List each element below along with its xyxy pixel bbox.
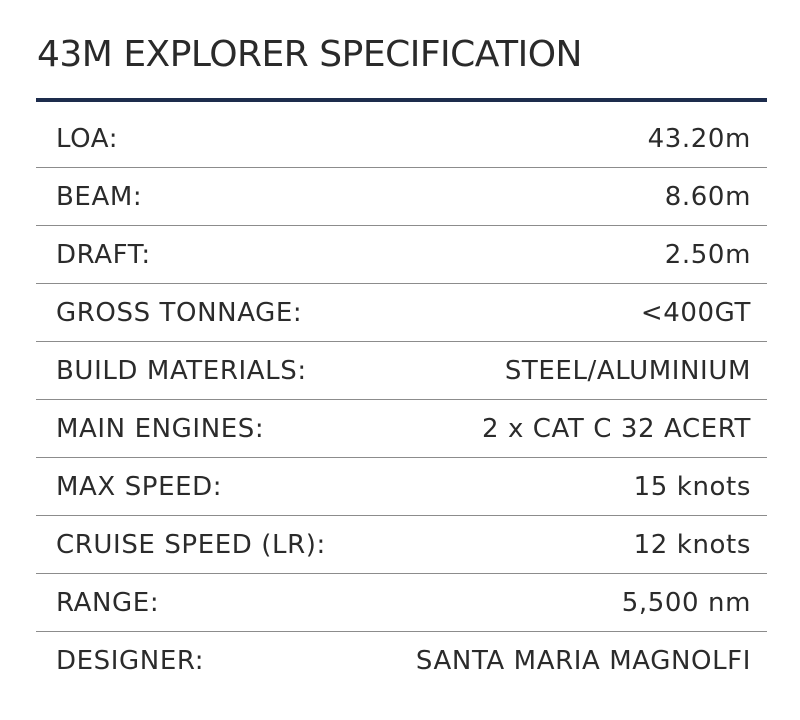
spec-row-designer (36, 632, 767, 690)
spec-value: 43.20m (647, 123, 751, 154)
spec-label: RANGE: (56, 587, 160, 618)
title-underline (36, 98, 767, 102)
spec-value: 12 knots (633, 529, 751, 560)
spec-label: DESIGNER: (56, 646, 205, 676)
spec-value: <400GT (640, 297, 751, 328)
spec-value: 5,500 nm (621, 587, 751, 618)
spec-row-build-materials (36, 342, 767, 400)
spec-label: CRUISE SPEED (LR): (56, 529, 326, 560)
spec-value: 8.60m (664, 181, 751, 212)
spec-row-gross-tonnage (36, 284, 767, 342)
spec-label: BEAM: (56, 181, 143, 212)
spec-value: STEEL/ALUMINIUM (504, 355, 751, 386)
spec-label: DRAFT: (56, 239, 151, 270)
spec-label: LOA: (56, 123, 119, 154)
spec-label: GROSS TONNAGE: (56, 297, 303, 328)
spec-value: 15 knots (633, 471, 751, 502)
spec-row-beam (36, 168, 767, 226)
spec-row-main-engines (36, 400, 767, 458)
spec-label: MAIN ENGINES: (56, 413, 265, 444)
spec-value: SANTA MARIA MAGNOLFI (415, 646, 751, 676)
page-title: 43M EXPLORER SPECIFICATION (37, 34, 582, 75)
spec-value: 2 x CAT C 32 ACERT (481, 413, 751, 444)
spec-row-cruise-speed (36, 516, 767, 574)
spec-table (36, 110, 767, 690)
spec-label: MAX SPEED: (56, 471, 223, 502)
spec-label: BUILD MATERIALS: (56, 355, 307, 386)
spec-row-draft (36, 226, 767, 284)
spec-row-max-speed (36, 458, 767, 516)
spec-value: 2.50m (664, 239, 751, 270)
spec-row-range (36, 574, 767, 632)
spec-row-loa (36, 110, 767, 168)
